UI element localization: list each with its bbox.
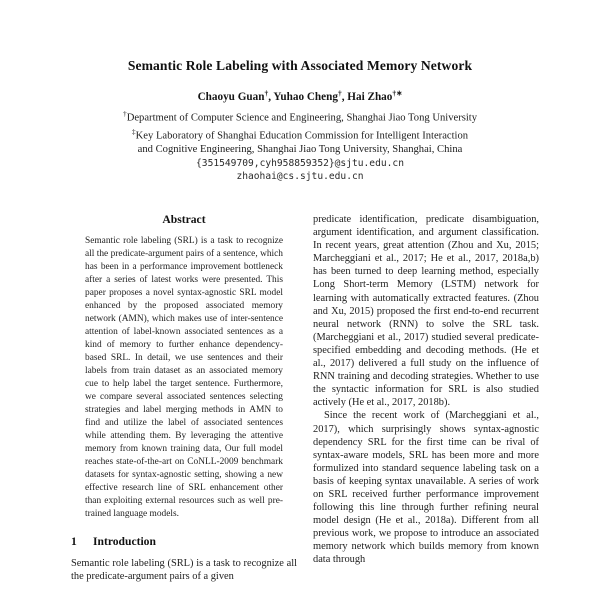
affiliation-text: Department of Computer Science and Engineering, Shanghai Jiao Tong University xyxy=(126,112,478,124)
author-separator: , xyxy=(341,90,348,103)
author xyxy=(197,88,274,103)
author-separator: , xyxy=(268,90,274,103)
author xyxy=(347,88,403,103)
abstract-text: Semantic role labeling (SRL) is a task to recognize all the predicate-argument pairs of a sentence, which has been in a performance improvement bottleneck after a series of latest works were presented. This paper proposes a novel syntax-agnostic SRL model enhanced by the proposed associated memory network (AMN), which makes use of inter-sentence attention of label-known associated sentences as a kind of memory to further enhance dependency-based SRL. In detail, we use sentences and their labels from train dataset as an associated memory cue to help label the target sentence. Furthermore, we compare several associated sentences selecting strategies and label merging methods in AMN to find and utilize the label of associated sentences while attending them. By leveraging the attentive memory from known training data, Our full model reaches state-of-the-art on CoNLL-2009 benchmark datasets for syntax-agnostic setting, showing a new effective research line of SRL enhancement other than exploiting external resources such as well pre-trained language models. xyxy=(85,236,283,519)
affiliation-text: and Cognitive Engineering, Shanghai Jiao Tong University, Shanghai, China xyxy=(137,144,463,156)
affiliation-line xyxy=(0,107,600,125)
section-heading-introduction xyxy=(71,535,297,548)
author xyxy=(273,88,348,103)
left-column xyxy=(71,213,297,583)
body-paragraph: Since the recent work of (Marcheggiani et al., 2017), which surprisingly shows syntax-agnostic dependency SRL for the first time can be rival of syntax-aware models, SRL has been more and more formulized into standard sequence labeling task on a basis of keeping syntax unavailable. A series of work on SRL received further performance improvement following this line through further refining neural model design (He et al., 2018a). Different from all previous work, we propose to introduce an associated memory network which builds memory from known data through xyxy=(313,410,539,566)
right-column xyxy=(313,213,539,583)
author-name: Hai Zhao xyxy=(347,90,393,103)
affiliations-block xyxy=(0,107,600,157)
author-mark: †∗ xyxy=(392,88,403,97)
author-name: Yuhao Cheng xyxy=(273,90,338,103)
authors-line xyxy=(0,88,600,103)
two-column-body xyxy=(71,213,539,583)
paper-title: Semantic Role Labeling with Associated Memory Network xyxy=(127,58,473,73)
affiliation-line xyxy=(0,143,600,157)
affiliation-mark: ‡ xyxy=(131,127,136,137)
author-mark: † xyxy=(264,88,269,97)
affiliation-mark: † xyxy=(122,108,127,118)
email-line: zhaohai@cs.sjtu.edu.cn xyxy=(236,170,364,182)
section-number: 1 xyxy=(71,535,77,548)
author-mark: † xyxy=(337,88,342,97)
email-line: {351549709,cyh958859352}@sjtu.edu.cn xyxy=(196,158,404,170)
emails-block xyxy=(0,158,600,184)
body-paragraph: predicate identification, predicate disambiguation, argument identification, and argument classification. In recent years, great attention (Zhou and Xu, 2015; Marcheggiani et al., 2017; He et al., 2017, 2018a,b) has been turned to deep learning method, especially Long Short-term Memory (LSTM) network for learning with automatically extracted features. (Zhou and Xu, 2015) proposed the first end-to-end recurrent neural network (RNN) to solve the SRL task. (Marcheggiani et al., 2017) studied several predicate-specified embedding and decoding methods. (He et al., 2017) delivered a full study on the influence of RNN training and decoding strategies. Whether to use the syntactic information for SRL is also studied actively (He et al., 2017, 2018b). xyxy=(313,214,539,409)
section-title: Introduction xyxy=(93,535,156,548)
abstract-heading: Abstract xyxy=(162,213,206,226)
paper-header xyxy=(0,58,600,184)
introduction-paragraph: Semantic role labeling (SRL) is a task to recognize all the predicate-argument pairs of a given xyxy=(71,558,297,583)
affiliation-text: Key Laboratory of Shanghai Education Commission for Intelligent Interaction xyxy=(135,130,469,142)
affiliation-line xyxy=(0,125,600,143)
author-name: Chaoyu Guan xyxy=(197,90,265,103)
